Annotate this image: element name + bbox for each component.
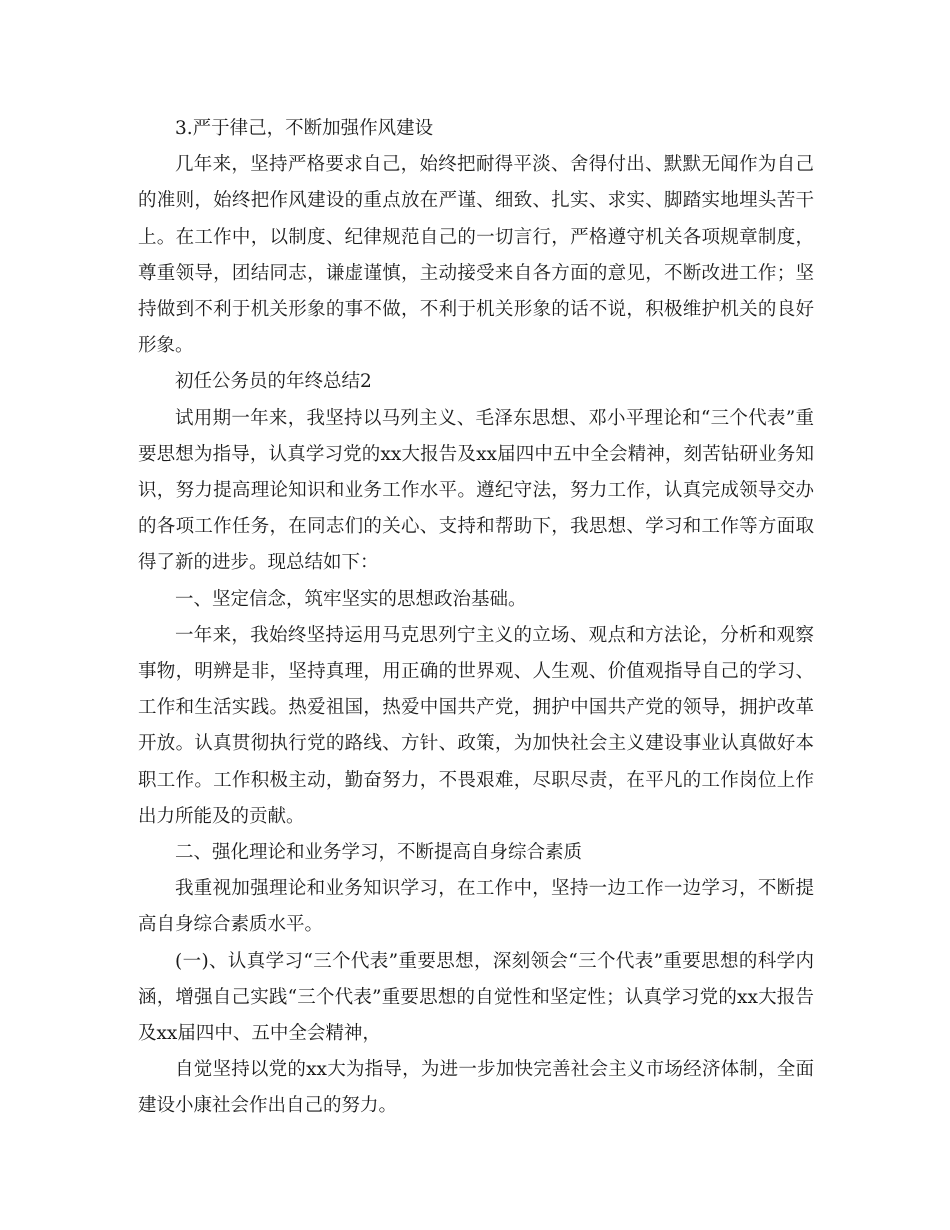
paragraph-probation-intro: 试用期一年来，我坚持以马列主义、毛泽东思想、邓小平理论和“三个代表”重要思想为指导，认真学习党的xx大报告及xx届四中五中全会精神，刻苦钻研业务知识，努力提高理论知识和业务工作水平。遵纪守法，努力工作，认真完成领导交办的各项工作任务，在同志们的关心、支持和帮助下，我思想、学习和工作等方面取得了新的进步。现总结如下： (138, 407, 814, 574)
section-heading-firm-belief: 一、坚定信念，筑牢坚实的思想政治基础。 (175, 588, 527, 610)
paragraph-three-represents: (一)、认真学习“三个代表”重要思想，深刻领会“三个代表”重要思想的科学内涵，增强自己实践“三个代表”重要思想的自觉性和坚定性；认真学习党的xx大报告及xx届四中、五中全会精神， (138, 950, 814, 1045)
paragraph-conclusion: 自觉坚持以党的xx大为指导，为进一步加快完善社会主义市场经济体制，全面建设小康社会作出自己的努力。 (138, 1059, 814, 1117)
section-heading-study: 二、强化理论和业务学习，不断提高自身综合素质 (175, 842, 583, 864)
section-heading-summary-2: 初任公务员的年终总结2 (175, 371, 372, 393)
paragraph-political-foundation: 一年来，我始终坚持运用马克思列宁主义的立场、观点和方法论，分析和观察事物，明辨是非，坚持真理，用正确的世界观、人生观、价值观指导自己的学习、工作和生活实践。热爱祖国，热爱中国共产党，拥护中国共产党的领导，拥护改革开放。认真贯彻执行党的路线、方针、政策，为加快社会主义建设事业认真做好本职工作。工作积极主动，勤奋努力，不畏艰难，尽职尽责，在平凡的工作岗位上作出力所能及的贡献。 (138, 624, 814, 827)
section-heading-discipline: 3.严于律己，不断加强作风建设 (175, 118, 434, 139)
document-body (138, 111, 814, 1125)
paragraph-work-style: 几年来，坚持严格要求自己，始终把耐得平淡、舍得付出、默默无闻作为自己的准则，始终把作风建设的重点放在严谨、细致、扎实、求实、脚踏实地埋头苦干上。在工作中，以制度、纪律规范自己的一切言行，严格遵守机关各项规章制度，尊重领导，团结同志，谦虚谨慎，主动接受来自各方面的意见，不断改进工作；坚持做到不利于机关形象的事不做，不利于机关形象的话不说，积极维护机关的良好形象。 (138, 154, 814, 357)
paragraph-study-intro: 我重视加强理论和业务知识学习，在工作中，坚持一边工作一边学习，不断提高自身综合素质水平。 (138, 878, 814, 936)
